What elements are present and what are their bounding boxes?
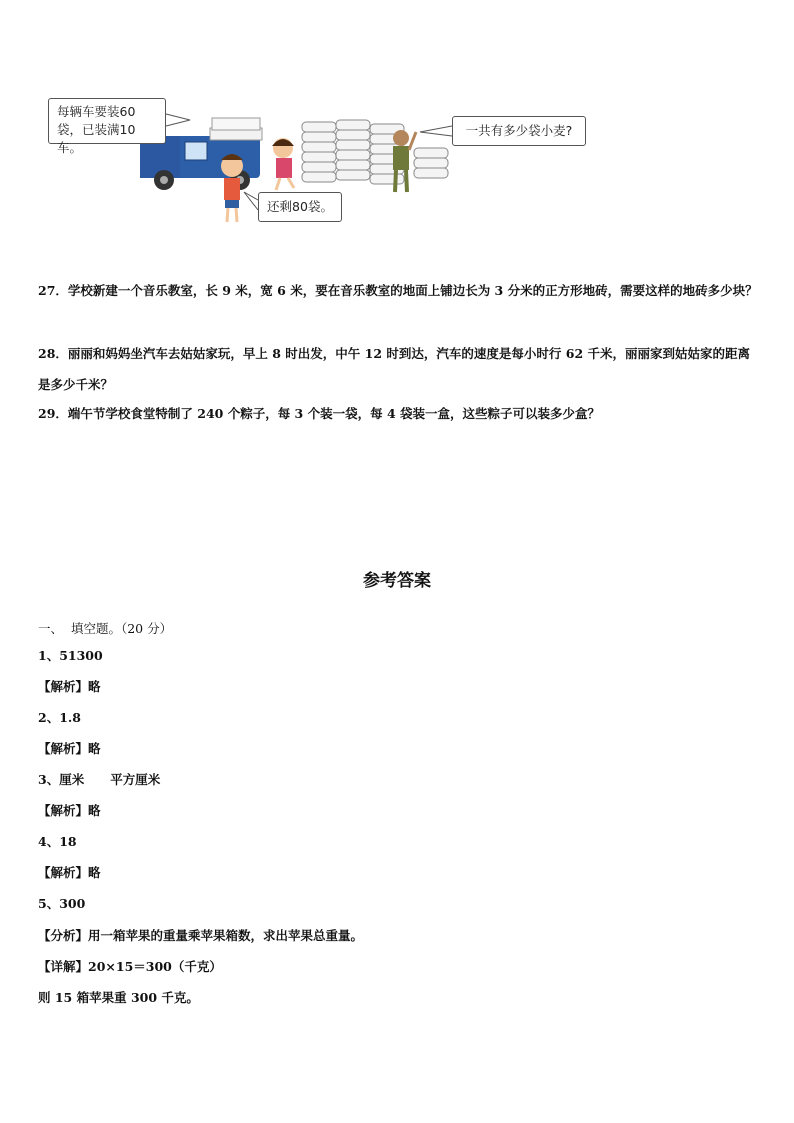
word-problem-illustration: [40, 88, 600, 233]
answer-line: 【分析】用一箱苹果的重量乘苹果箱数，求出苹果总重量。: [38, 928, 364, 943]
girl-figure-icon: [272, 138, 294, 190]
answer-line: 5、300: [38, 896, 86, 911]
answer-line: 则 15 箱苹果重 300 千克。: [38, 990, 199, 1005]
answers-title: 参考答案: [363, 571, 431, 591]
remain-speech-bubble: 还剩80袋。: [258, 192, 342, 222]
answer-line: 【详解】20×15＝300（千克）: [38, 959, 222, 974]
answer-line: 3、厘米 平方厘米: [38, 772, 161, 787]
question-29: 29．端午节学校食堂特制了 240 个粽子，每 3 个装一袋，每 4 袋装一盒，这些粽子可以装多少盒？: [38, 406, 600, 421]
boy-figure-icon: [221, 154, 243, 222]
man-figure-icon: [393, 130, 416, 192]
answer-line: 4、18: [38, 834, 77, 849]
question-27: 27．学校新建一个音乐教室，长 9 米，宽 6 米，要在音乐教室的地面上铺边长为 3 分米的正方形地砖，需要这样的地砖多少块？: [38, 283, 758, 298]
sacks-pile-icon: [302, 120, 448, 184]
truck-speech-bubble: 每辆车要装60袋，已装满10车。: [48, 98, 166, 144]
answer-line: 1、51300: [38, 648, 103, 663]
question-speech-bubble: 一共有多少袋小麦?: [452, 116, 586, 146]
answers-section-heading: 一、 填空题。（20 分）: [38, 621, 173, 636]
answer-line: 【解析】略: [38, 865, 101, 880]
answer-line: 【解析】略: [38, 679, 101, 694]
question-28: 28．丽丽和妈妈坐汽车去姑姑家玩，早上 8 时出发，中午 12 时到达，汽车的速度是每小时行 62 千米，丽丽家到姑姑家的距离是多少千米？: [38, 346, 750, 392]
answer-line: 【解析】略: [38, 803, 101, 818]
answer-line: 【解析】略: [38, 741, 101, 756]
answer-line: 2、1.8: [38, 710, 81, 725]
